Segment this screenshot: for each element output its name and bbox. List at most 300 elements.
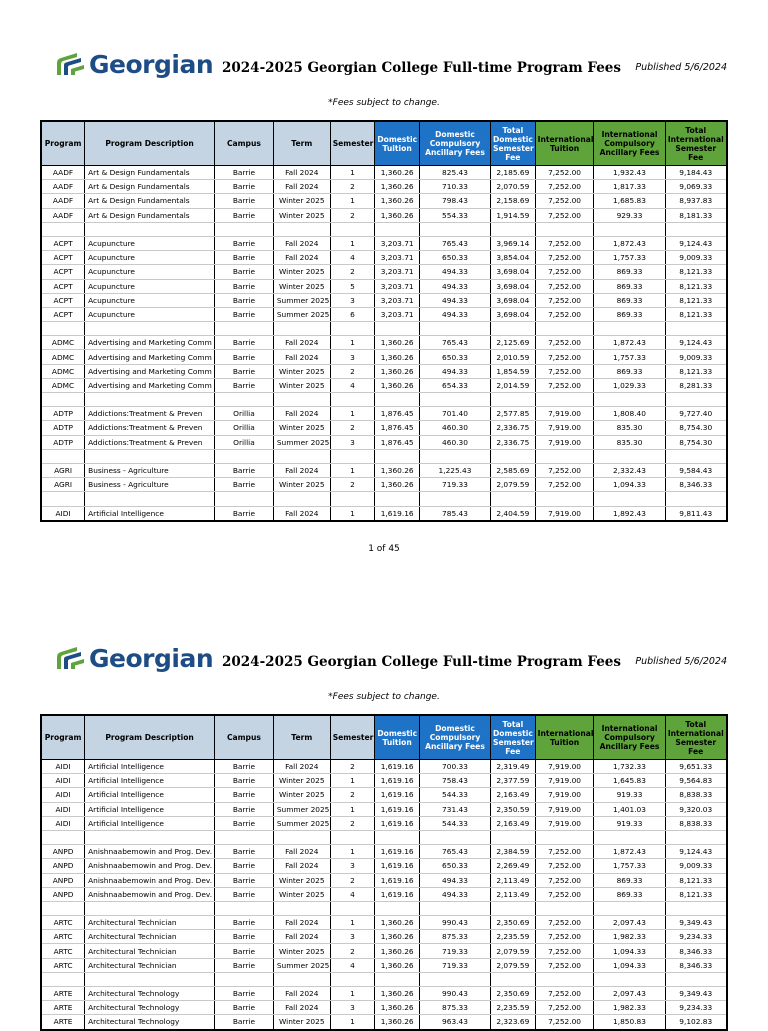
table-cell: Artificial Intelligence bbox=[85, 788, 215, 802]
table-cell: 9,234.33 bbox=[665, 930, 727, 944]
fees-table bbox=[40, 120, 728, 522]
table-cell: Barrie bbox=[215, 1015, 274, 1030]
table-cell bbox=[85, 901, 215, 915]
table-cell: Winter 2025 bbox=[273, 364, 330, 378]
fees-note: *Fees subject to change. bbox=[328, 692, 440, 702]
col-header: International Tuition bbox=[535, 121, 594, 166]
table-cell: 1,360.26 bbox=[375, 350, 420, 364]
table-cell: 2,336.75 bbox=[491, 435, 536, 449]
table-cell: 7,252.00 bbox=[535, 845, 594, 859]
table-cell: 1 bbox=[330, 774, 375, 788]
table-cell: ARTE bbox=[41, 987, 85, 1001]
table-cell: Acupuncture bbox=[85, 251, 215, 265]
table-cell: 1,932.43 bbox=[594, 166, 665, 180]
table-cell: Advertising and Marketing Comm bbox=[85, 364, 215, 378]
table-cell: 1,817.33 bbox=[594, 180, 665, 194]
table-cell: Barrie bbox=[215, 463, 274, 477]
table-cell: 919.33 bbox=[594, 816, 665, 830]
table-cell: AIDI bbox=[41, 506, 85, 521]
col-header: Program bbox=[41, 121, 85, 166]
table-cell: 3,698.04 bbox=[491, 293, 536, 307]
table-cell: 7,252.00 bbox=[535, 279, 594, 293]
table-cell: 1 bbox=[330, 987, 375, 1001]
table-row bbox=[41, 236, 727, 250]
table-cell bbox=[665, 830, 727, 844]
table-cell: 2,185.69 bbox=[491, 166, 536, 180]
table-cell: 1,360.26 bbox=[375, 1001, 420, 1015]
table-cell: Winter 2025 bbox=[273, 208, 330, 222]
table-cell: Orillia bbox=[215, 435, 274, 449]
table-cell: 9,349.43 bbox=[665, 987, 727, 1001]
table-cell bbox=[85, 322, 215, 336]
table-cell bbox=[273, 972, 330, 986]
table-row bbox=[41, 887, 727, 901]
table-cell: 9,124.43 bbox=[665, 336, 727, 350]
table-cell: 9,009.33 bbox=[665, 350, 727, 364]
table-cell bbox=[375, 492, 420, 506]
table-cell bbox=[594, 222, 665, 236]
table-cell: 2 bbox=[330, 816, 375, 830]
table-cell: ACPT bbox=[41, 236, 85, 250]
table-cell bbox=[375, 393, 420, 407]
table-spacer-row bbox=[41, 449, 727, 463]
table-cell: 1 bbox=[330, 463, 375, 477]
table-cell: ANPD bbox=[41, 859, 85, 873]
table-cell: Artificial Intelligence bbox=[85, 802, 215, 816]
table-cell: 6 bbox=[330, 307, 375, 321]
table-cell: 1,619.16 bbox=[375, 845, 420, 859]
table-cell: Summer 2025 bbox=[273, 958, 330, 972]
table-cell bbox=[215, 222, 274, 236]
table-cell: Art & Design Fundamentals bbox=[85, 208, 215, 222]
georgian-logo-icon bbox=[55, 643, 85, 673]
table-cell: 1,872.43 bbox=[594, 336, 665, 350]
col-header: International Compulsory Ancillary Fees bbox=[594, 121, 665, 166]
published-date: Published 5/6/2024 bbox=[635, 656, 727, 667]
table-cell: Fall 2024 bbox=[273, 859, 330, 873]
published-date: Published 5/6/2024 bbox=[635, 62, 727, 73]
table-cell: 9,009.33 bbox=[665, 251, 727, 265]
table-row bbox=[41, 336, 727, 350]
logo-wordmark: Georgian bbox=[89, 49, 214, 79]
table-row bbox=[41, 265, 727, 279]
table-cell: 7,252.00 bbox=[535, 350, 594, 364]
table-cell: ACPT bbox=[41, 293, 85, 307]
table-cell: 1,360.26 bbox=[375, 378, 420, 392]
col-header: Domestic Tuition bbox=[375, 121, 420, 166]
table-spacer-row bbox=[41, 830, 727, 844]
table-row bbox=[41, 802, 727, 816]
table-cell: 1,757.33 bbox=[594, 251, 665, 265]
col-header: Domestic Compulsory Ancillary Fees bbox=[419, 121, 490, 166]
table-cell: 3 bbox=[330, 435, 375, 449]
table-cell: Acupuncture bbox=[85, 236, 215, 250]
table-cell: 460.30 bbox=[419, 421, 490, 435]
col-header: Domestic Tuition bbox=[375, 715, 420, 760]
logo-wordmark: Georgian bbox=[89, 643, 214, 673]
table-cell: 7,919.00 bbox=[535, 802, 594, 816]
table-cell: 719.33 bbox=[419, 478, 490, 492]
table-cell bbox=[491, 830, 536, 844]
table-cell bbox=[419, 492, 490, 506]
table-cell bbox=[665, 492, 727, 506]
table-cell: 1,094.33 bbox=[594, 478, 665, 492]
col-header: Program Description bbox=[85, 715, 215, 760]
table-cell bbox=[419, 901, 490, 915]
table-cell: 8,121.33 bbox=[665, 873, 727, 887]
table-cell: 2,577.85 bbox=[491, 407, 536, 421]
table-cell: 798.43 bbox=[419, 194, 490, 208]
table-cell: 9,564.83 bbox=[665, 774, 727, 788]
table-cell bbox=[273, 830, 330, 844]
table-cell: 1,094.33 bbox=[594, 958, 665, 972]
table-cell: ARTC bbox=[41, 930, 85, 944]
table-cell: Summer 2025 bbox=[273, 802, 330, 816]
table-cell: 3 bbox=[330, 293, 375, 307]
table-cell: Fall 2024 bbox=[273, 236, 330, 250]
table-cell: 700.33 bbox=[419, 760, 490, 774]
table-cell: Barrie bbox=[215, 307, 274, 321]
table-spacer-row bbox=[41, 492, 727, 506]
table-cell: Addictions:Treatment & Preven bbox=[85, 435, 215, 449]
table-cell: Winter 2025 bbox=[273, 194, 330, 208]
table-cell bbox=[419, 322, 490, 336]
table-cell bbox=[273, 393, 330, 407]
table-cell: 3 bbox=[330, 859, 375, 873]
table-cell: 2 bbox=[330, 478, 375, 492]
table-spacer-row bbox=[41, 393, 727, 407]
table-cell: 1,360.26 bbox=[375, 478, 420, 492]
table-cell bbox=[535, 492, 594, 506]
table-row bbox=[41, 478, 727, 492]
table-row bbox=[41, 194, 727, 208]
table-cell: 825.43 bbox=[419, 166, 490, 180]
table-cell: 765.43 bbox=[419, 845, 490, 859]
table-cell: AGRI bbox=[41, 478, 85, 492]
table-cell: ADMC bbox=[41, 364, 85, 378]
table-cell: AADF bbox=[41, 208, 85, 222]
table-cell: AADF bbox=[41, 166, 85, 180]
table-cell: Barrie bbox=[215, 930, 274, 944]
table-cell: 3,698.04 bbox=[491, 265, 536, 279]
table-cell: 1 bbox=[330, 236, 375, 250]
table-cell: 2,336.75 bbox=[491, 421, 536, 435]
table-cell: Summer 2025 bbox=[273, 293, 330, 307]
table-cell: 7,252.00 bbox=[535, 1015, 594, 1030]
table-header bbox=[41, 121, 727, 166]
table-cell: Barrie bbox=[215, 194, 274, 208]
table-cell: 7,252.00 bbox=[535, 307, 594, 321]
table-cell: 1,982.33 bbox=[594, 1001, 665, 1015]
table-cell: 9,320.03 bbox=[665, 802, 727, 816]
table-cell: Architectural Technician bbox=[85, 916, 215, 930]
page-header bbox=[0, 0, 768, 96]
table-cell: 544.33 bbox=[419, 788, 490, 802]
table-cell: 7,252.00 bbox=[535, 364, 594, 378]
table-cell: 1,892.43 bbox=[594, 506, 665, 521]
table-cell: 1 bbox=[330, 336, 375, 350]
table-cell bbox=[665, 972, 727, 986]
table-cell bbox=[273, 492, 330, 506]
table-cell: 3,203.71 bbox=[375, 293, 420, 307]
table-cell: 7,252.00 bbox=[535, 236, 594, 250]
table-cell: 3,203.71 bbox=[375, 251, 420, 265]
table-cell: 9,584.43 bbox=[665, 463, 727, 477]
table-cell bbox=[330, 972, 375, 986]
table-cell: ACPT bbox=[41, 307, 85, 321]
table-cell: AIDI bbox=[41, 774, 85, 788]
table-cell: 494.33 bbox=[419, 887, 490, 901]
table-cell: 494.33 bbox=[419, 873, 490, 887]
table-row bbox=[41, 251, 727, 265]
table-cell: 929.33 bbox=[594, 208, 665, 222]
table-cell: Fall 2024 bbox=[273, 166, 330, 180]
table-cell: Summer 2025 bbox=[273, 307, 330, 321]
table-cell bbox=[215, 449, 274, 463]
table-cell: 1,850.83 bbox=[594, 1015, 665, 1030]
table-cell: Architectural Technology bbox=[85, 1001, 215, 1015]
table-cell: 1,619.16 bbox=[375, 873, 420, 887]
table-cell: Fall 2024 bbox=[273, 760, 330, 774]
table-cell: Architectural Technology bbox=[85, 1015, 215, 1030]
table-cell: 1 bbox=[330, 407, 375, 421]
table-cell bbox=[535, 972, 594, 986]
table-cell: Acupuncture bbox=[85, 265, 215, 279]
fees-table bbox=[40, 714, 728, 1031]
table-cell: 1,982.33 bbox=[594, 930, 665, 944]
table-cell: Barrie bbox=[215, 987, 274, 1001]
table-cell: 2 bbox=[330, 364, 375, 378]
table-cell: 8,838.33 bbox=[665, 788, 727, 802]
table-cell bbox=[491, 393, 536, 407]
table-spacer-row bbox=[41, 322, 727, 336]
table-cell: 650.33 bbox=[419, 350, 490, 364]
table-cell bbox=[665, 901, 727, 915]
table-cell bbox=[330, 901, 375, 915]
table-cell: 4 bbox=[330, 251, 375, 265]
table-cell: AADF bbox=[41, 180, 85, 194]
table-cell: 1,360.26 bbox=[375, 364, 420, 378]
table-cell: Business - Agriculture bbox=[85, 478, 215, 492]
table-cell bbox=[85, 449, 215, 463]
col-header: Total International Semester Fee bbox=[665, 121, 727, 166]
table-cell bbox=[419, 222, 490, 236]
table-cell: 9,069.33 bbox=[665, 180, 727, 194]
table-cell bbox=[41, 972, 85, 986]
table-cell: 650.33 bbox=[419, 859, 490, 873]
table-cell bbox=[273, 322, 330, 336]
table-cell: Winter 2025 bbox=[273, 265, 330, 279]
table-cell: 1,360.26 bbox=[375, 987, 420, 1001]
table-cell: 3 bbox=[330, 350, 375, 364]
table-cell: Barrie bbox=[215, 336, 274, 350]
table-cell: Artificial Intelligence bbox=[85, 816, 215, 830]
table-cell: 8,838.33 bbox=[665, 816, 727, 830]
table-cell: Fall 2024 bbox=[273, 180, 330, 194]
document-title: 2024-2025 Georgian College Full-time Program Fees bbox=[222, 60, 621, 76]
table-cell: 8,754.30 bbox=[665, 421, 727, 435]
table-row bbox=[41, 774, 727, 788]
table-cell: 8,937.83 bbox=[665, 194, 727, 208]
table-cell bbox=[41, 393, 85, 407]
table-row bbox=[41, 958, 727, 972]
table-row bbox=[41, 916, 727, 930]
table-cell: Fall 2024 bbox=[273, 251, 330, 265]
table-cell bbox=[41, 492, 85, 506]
table-cell: 2,079.59 bbox=[491, 478, 536, 492]
table-cell: 8,121.33 bbox=[665, 307, 727, 321]
table-row bbox=[41, 364, 727, 378]
table-cell: 2 bbox=[330, 873, 375, 887]
table-cell: 1,854.59 bbox=[491, 364, 536, 378]
table-cell: Anishnaabemowin and Prog. Dev. bbox=[85, 887, 215, 901]
table-row bbox=[41, 845, 727, 859]
table-row bbox=[41, 378, 727, 392]
table-cell: 1,685.83 bbox=[594, 194, 665, 208]
table-cell: Winter 2025 bbox=[273, 421, 330, 435]
table-cell: 869.33 bbox=[594, 293, 665, 307]
table-cell bbox=[491, 901, 536, 915]
table-cell: Barrie bbox=[215, 760, 274, 774]
table-cell: AIDI bbox=[41, 802, 85, 816]
table-cell: Barrie bbox=[215, 802, 274, 816]
table-cell: 9,102.83 bbox=[665, 1015, 727, 1030]
table-cell: 1 bbox=[330, 506, 375, 521]
table-cell: 654.33 bbox=[419, 378, 490, 392]
table-cell: ADMC bbox=[41, 350, 85, 364]
table-cell: 3,203.71 bbox=[375, 307, 420, 321]
table-cell: 869.33 bbox=[594, 279, 665, 293]
table-row bbox=[41, 760, 727, 774]
table-cell: 3 bbox=[330, 930, 375, 944]
table-cell: 2 bbox=[330, 208, 375, 222]
table-cell: 2,014.59 bbox=[491, 378, 536, 392]
table-cell: Fall 2024 bbox=[273, 916, 330, 930]
table-cell: 7,252.00 bbox=[535, 180, 594, 194]
table-cell bbox=[594, 972, 665, 986]
table-cell: 1,360.26 bbox=[375, 166, 420, 180]
table-cell: Winter 2025 bbox=[273, 478, 330, 492]
table-spacer-row bbox=[41, 972, 727, 986]
table-cell: 1,872.43 bbox=[594, 845, 665, 859]
table-cell: 875.33 bbox=[419, 1001, 490, 1015]
col-header: International Compulsory Ancillary Fees bbox=[594, 715, 665, 760]
table-cell: 2,585.69 bbox=[491, 463, 536, 477]
table-cell bbox=[215, 393, 274, 407]
table-cell: 2,097.43 bbox=[594, 916, 665, 930]
table-cell: 7,252.00 bbox=[535, 987, 594, 1001]
table-cell: Fall 2024 bbox=[273, 1001, 330, 1015]
table-cell: 8,121.33 bbox=[665, 265, 727, 279]
table-cell: Fall 2024 bbox=[273, 463, 330, 477]
table-cell: 2,235.59 bbox=[491, 930, 536, 944]
table-cell: Barrie bbox=[215, 236, 274, 250]
table-cell: 701.40 bbox=[419, 407, 490, 421]
table-cell: 9,811.43 bbox=[665, 506, 727, 521]
table-cell: 494.33 bbox=[419, 293, 490, 307]
table-cell: 1,360.26 bbox=[375, 944, 420, 958]
table-cell: 990.43 bbox=[419, 987, 490, 1001]
table-cell: Barrie bbox=[215, 506, 274, 521]
table-cell: 1 bbox=[330, 845, 375, 859]
table-cell: AGRI bbox=[41, 463, 85, 477]
col-header: Program bbox=[41, 715, 85, 760]
table-cell: Winter 2025 bbox=[273, 378, 330, 392]
table-cell bbox=[535, 222, 594, 236]
table-cell: 1,360.26 bbox=[375, 194, 420, 208]
table-cell: Orillia bbox=[215, 421, 274, 435]
table-cell bbox=[535, 830, 594, 844]
table-cell: Business - Agriculture bbox=[85, 463, 215, 477]
table-cell bbox=[419, 972, 490, 986]
table-cell: Winter 2025 bbox=[273, 1015, 330, 1030]
table-row bbox=[41, 944, 727, 958]
table-cell: 963.43 bbox=[419, 1015, 490, 1030]
table-cell: 2,384.59 bbox=[491, 845, 536, 859]
table-cell: 7,919.00 bbox=[535, 788, 594, 802]
table-cell: Winter 2025 bbox=[273, 944, 330, 958]
table-cell: Fall 2024 bbox=[273, 987, 330, 1001]
table-cell: 1,360.26 bbox=[375, 930, 420, 944]
table-cell: 8,346.33 bbox=[665, 478, 727, 492]
table-cell bbox=[535, 322, 594, 336]
table-cell: 1,619.16 bbox=[375, 774, 420, 788]
table-cell: 494.33 bbox=[419, 265, 490, 279]
table-cell: 719.33 bbox=[419, 944, 490, 958]
table-cell bbox=[594, 322, 665, 336]
table-cell: 2,097.43 bbox=[594, 987, 665, 1001]
table-cell: 3,203.71 bbox=[375, 279, 420, 293]
table-cell: 7,252.00 bbox=[535, 166, 594, 180]
table-cell: 8,181.33 bbox=[665, 208, 727, 222]
table-cell: Advertising and Marketing Comm bbox=[85, 350, 215, 364]
table-cell: 1,360.26 bbox=[375, 916, 420, 930]
table-cell: 919.33 bbox=[594, 788, 665, 802]
table-cell: 7,919.00 bbox=[535, 407, 594, 421]
table-cell bbox=[85, 972, 215, 986]
table-cell: 1,401.03 bbox=[594, 802, 665, 816]
table-cell: Barrie bbox=[215, 364, 274, 378]
table-row bbox=[41, 987, 727, 1001]
table-cell: 1,094.33 bbox=[594, 944, 665, 958]
table-cell: 8,121.33 bbox=[665, 364, 727, 378]
table-cell bbox=[375, 901, 420, 915]
table-cell bbox=[594, 393, 665, 407]
table-cell: 7,252.00 bbox=[535, 887, 594, 901]
table-cell: 1,360.26 bbox=[375, 958, 420, 972]
table-cell: 2,269.49 bbox=[491, 859, 536, 873]
table-cell: 2 bbox=[330, 760, 375, 774]
table-cell: Fall 2024 bbox=[273, 845, 330, 859]
table-cell: Artificial Intelligence bbox=[85, 760, 215, 774]
table-body bbox=[41, 760, 727, 1030]
table-cell: 7,252.00 bbox=[535, 265, 594, 279]
table-cell bbox=[41, 222, 85, 236]
table-cell: 8,281.33 bbox=[665, 378, 727, 392]
table-row bbox=[41, 1015, 727, 1030]
page-header bbox=[0, 594, 768, 690]
table-cell: Acupuncture bbox=[85, 293, 215, 307]
table-cell bbox=[375, 322, 420, 336]
table-cell bbox=[85, 222, 215, 236]
table-cell bbox=[375, 449, 420, 463]
table-cell bbox=[491, 492, 536, 506]
table-cell: 5 bbox=[330, 279, 375, 293]
table-cell: 7,919.00 bbox=[535, 435, 594, 449]
table-cell: 835.30 bbox=[594, 435, 665, 449]
page-number: 1 of 45 bbox=[368, 544, 400, 554]
table-cell: 3,969.14 bbox=[491, 236, 536, 250]
